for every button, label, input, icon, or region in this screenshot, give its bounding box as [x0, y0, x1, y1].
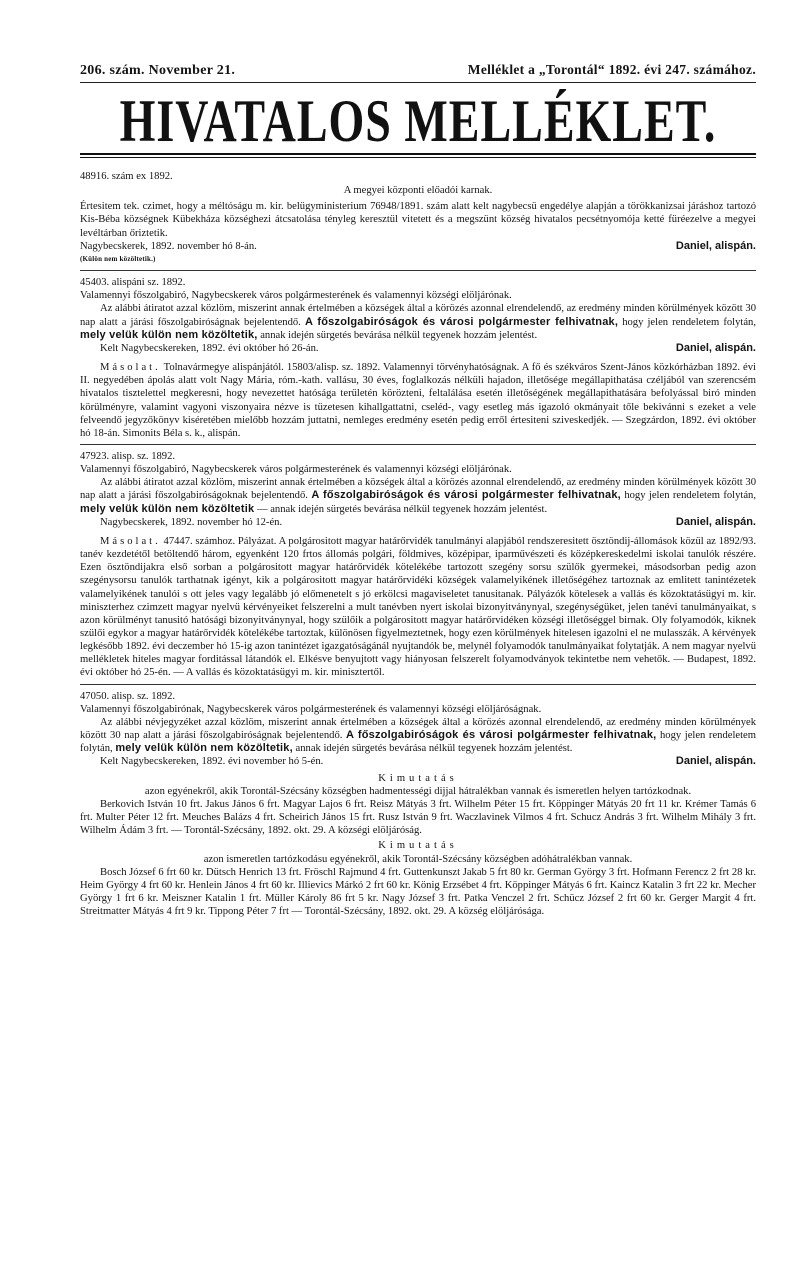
copy-body: [80, 535, 756, 680]
notice-ref: 48916. szám ex 1892.: [80, 171, 173, 182]
notice-date: Kelt Nagybecskereken, 1892. évi október hó 26-án.: [100, 342, 319, 354]
list-body: Bosch József 6 frt 60 kr. Dütsch Henrich 13 frt. Fröschl Rajmund 4 frt. Guttenkunszt Jakab 5 frt 80 kr. German György 3 frt. Hofmann Ferencz 2 frt 28 kr. Heim György 4 frt 60 kr. Henlein János 4 frt 60 kr. Illievics Márkó 2 frt 60 kr. König Erzsébet 4 frt. Köppinger Mátyás 6 frt. Kaincz Katalin 3 frt 22 kr. Mecher György 1 frt 6 kr. Meiszner Katalin 1 frt. Müller Károly 86 frt 5 kr. Nagy József 3 frt. Patka Venczel 2 frt. Schücz József 2 frt 60 kr. Gerger Margit 4 frt. Streitmatter Mátyás 4 frt 9 kr. Tippong Péter 7 frt — Torontál-Szécsány, 1892. okt. 29. A község elöljárósága.: [80, 866, 756, 918]
notice-signer: Daniel, alispán.: [675, 239, 756, 252]
body-text: annak idején sürgetés bevárása nélkül tegyenek hozzám jelentést.: [292, 743, 573, 755]
notice-47050: [80, 690, 756, 919]
notice-ref: 45403. alispáni sz. 1892.: [80, 277, 186, 289]
body-text: annak idején sürgetés bevárása nélkül tegyenek hozzám jelentést.: [257, 329, 538, 341]
notice-date: Nagybecskerek, 1892. november hó 12-én.: [100, 516, 283, 528]
notice-signer: Daniel, alispán.: [675, 515, 756, 528]
bold-text: mely velük külön nem közöltetik,: [80, 328, 258, 341]
notice-address: Valamennyi főszolgabiró, Nagybecskerek város polgármesterének és valamennyi községi elöljárónak.: [80, 290, 512, 302]
body-text: 47447. számhoz. Pályázat. A polgárositott magyar határőrvidék tanulmányi alapjából rendszeresitett ösztöndij-állomások közül az 1892/93. tanév kezdetétől betöltendő három, egyenként 120 frtos állomás polgári, földmives, középipar, iparművészeti és középkereskedelmi iskolai tanulók részére. Ezen ösztöndijakra első sorban a polgárositott magyar határőrvidék kötelékébe tartozott szegény sorsu szülők gyermekei, másodsorban pedig azon szegénysorsu tanulók tarthatnak igényt, kik a polgárositott magyar határőrvidéki községek valamelyikének illetőségéhez tartoznak az emlitett tanintézetek valamelyikének tanulói s ott jeles vagy legalább jó előmenetelt s jó erkölcsi magaviseletet tanusitanak. Pályázók kötelesek a vallás és közoktatásügyi m. kir. miniszterhez czimzett magyar nyelvü kérvényeiket felszerelni a mult tanévben nyert iskolai bizonyitványnyal, szegénységüket, jelen tanévi tanulmányaikat, s azon körülményt tanusitó hatósági bizonyitványnyal, hogy szülőik a polgárositott magyar határőrvidéken községi illetőséggel birnak. Oly folyamodók, kiknek szülői egykor a magyar határőrvidék kötelékébe tartoztak, különösen figyelmeztetnek, hogy ezen körülmények hitelesen igazolni el ne mulasszák. A kérvények legkésőbb 1892. évi deczember hó 15-ig azon tanintézet igazgatóságánál nyujtandók be, melynél folyamodók tanulmányaikat folytatják. A nem magyar nyelvü mellékletek hiteles magyar forditással látandók el. Elkésve benyujtott vagy hiányosan felszerelt folyamodványok tekintetbe nem vehetők. — Budapest, 1892. évi október hó 25-én. — A vallás és közoktatásügyi m. kir. minisztertől.: [80, 535, 756, 679]
page-header: [80, 62, 756, 80]
bold-text: mely velük külön nem közöltetik,: [115, 742, 293, 755]
copy-body: [80, 361, 756, 440]
body-text: Tolnavármegye alispánjától. 15803/alisp. sz. 1892. Valamennyi törvényhatóságnak. A fő és székváros Szent-János közkórházban 1892. évi II. negyedében ápolás alatt volt Nagy Mária, róm.-kath. vallásu, 30 éves, foglalkozás nélküli hajadon, illetősége megállapithatása czéljából van szerencsém hivatalos tisztelettel megkeresni, hogy nevezettet hatósága területén körözteni, feltalálása esetén illetőségének megállapithatására befolyással biró minden körülményre, valamint vagyoni viszonyaira nézve is tüzetesen kihallgattatni, cseléd-, vagy esetleg más igazoló okmányait tőle bekivánni s ezeket a vele felveendő jegyzőkönyv kiséretében mielőbb hozzám juttatni, nemleges eredmény esetén pedig erről értesiteni sziveskedjék. — Szegzárdon, 1892. évi október hó 18-án. Simonits Béla s. k., alispán.: [80, 362, 756, 439]
notice-dateline: [80, 755, 756, 768]
supplement-note: Melléklet a „Torontál“ 1892. évi 247. számához.: [467, 62, 756, 77]
notice-body: Értesitem tek. czimet, hogy a méltóságu m. kir. belügyministerium 76948/1891. szám alatt kelt nagybecsü engedélye alapján a törökkanizsai járáshoz tartozó Kis-Béba községnek Kübekháza községhezi átcsatolása tényleg keresztül vitetett és a megszünt község hivatalos pecsétnyomója ketté füréezelve a megyei levéltárban őriztetik.: [80, 201, 756, 239]
header-rule: [80, 82, 756, 83]
notice-date: Nagybecskerek, 1892. november hó 8-án.: [80, 240, 257, 252]
notice-dateline: [80, 240, 756, 253]
list-body: Berkovich István 10 frt. Jakus János 6 frt. Magyar Lajos 6 frt. Reisz Mátyás 3 frt. Wilhelm Péter 15 frt. Köppinger Mátyás 20 frt 11 kr. Krémer Tamás 6 frt. Multer Péter 12 frt. Meuches Balázs 4 frt. Scheirich János 15 frt. Rusz István 9 frt. Waczlavinek Vilmos 4 frt. Schucz András 3 frt. Wilhelm Mihály 3 frt. Wilhelm Ádám 3 frt. — Torontál-Szécsány, 1892. okt. 29. A községi elöljáróság.: [80, 798, 756, 837]
notice-note: (Külön nem közöltetik.): [80, 254, 156, 263]
bold-text: A főszolgabiróságok és városi polgármester felhivatnak,: [345, 729, 657, 742]
list-subtitle: azon ismeretlen tartózkodásu egyénekről, akik Torontál-Szécsány községben adóhátralékban vannak.: [203, 853, 633, 865]
bold-text: A főszolgabiróságok és városi polgármester felhivatnak,: [311, 489, 621, 502]
body-text: Az alábbi átiratot azzal közlöm, miszerint annak értelmében a községek által a körözés azonnal elrendelendő, az eredmény minden körülmények között 30 nap alatt a járási főszolgabiróságoknak bejelentendő.: [80, 477, 756, 502]
notice-address: Valamennyi főszolgabiró, Nagybecskerek város polgármesterének és valamennyi községi elöljárónak.: [80, 464, 512, 476]
section-divider: [80, 684, 756, 685]
body-text: hogy jelen rendeletem folytán,: [618, 316, 756, 328]
body-text: — annak idején sürgetés bevárása nélkül tegyenek hozzám jelentést.: [254, 503, 548, 515]
notice-dateline: [80, 516, 756, 529]
notice-ref: 47923. alisp. sz. 1892.: [80, 450, 176, 462]
body-text: Az alábbi névjegyzéket azzal közlöm, miszerint annak értelmében a községek által a körözés azonnal elrendelendő, az eredmény minden körülmények között 30 nap alatt a járási főszolgabiróságnak bejelentendő.: [80, 716, 756, 742]
notice-45403: [80, 276, 756, 440]
body-text: hogy jelen rendeletem folytán,: [620, 490, 756, 502]
list-title: Kimutatás: [378, 772, 458, 784]
copy-label: Másolat.: [100, 535, 161, 547]
body-text: hogy jelen rendeletem folytán,: [80, 730, 756, 755]
notice-body: [80, 302, 756, 341]
notice-address: Valamennyi főszolgabirónak, Nagybecskerek város polgármesterének és valamennyi községi elöljáróságnak.: [80, 703, 542, 715]
section-divider: [80, 270, 756, 271]
notice-body: [80, 716, 756, 755]
bold-text: mely velük külön nem közöltetik: [80, 502, 255, 515]
notice-dateline: [80, 342, 756, 355]
masthead-title: HIVATALOS MELLÉKLET.: [119, 87, 717, 155]
notice-47923: [80, 450, 756, 680]
notice-date: Kelt Nagybecskereken, 1892. évi november hó 5-én.: [100, 756, 324, 768]
notice-title: A megyei központi előadói karnak.: [343, 185, 493, 197]
issue-number: 206. szám. November 21.: [80, 63, 236, 78]
notice-signer: Daniel, alispán.: [675, 755, 756, 768]
notice-body: [80, 476, 756, 515]
bold-text: A főszolgabiróságok és városi polgármester felhivatnak,: [304, 315, 619, 328]
notice-signer: Daniel, alispán.: [675, 341, 756, 354]
list-title: Kimutatás: [378, 840, 458, 852]
body-text: Az alábbi átiratot azzal közlöm, miszerint annak értelmében a községek által a körözés azonnal elrendelendő, az eredmény minden körülmények között 30 nap alatt a járási főszolgabiróságnak bejelentendő.: [80, 303, 756, 328]
section-divider: [80, 444, 756, 445]
notice-48916: [80, 170, 756, 266]
copy-label: Másolat.: [100, 362, 161, 374]
list-subtitle: azon egyénekről, akik Torontál-Szécsány községben hadmentességi dijjal hátralékban vannak és ismeretlen helyen tartózkodnak.: [144, 785, 692, 797]
notice-ref: 47050. alisp. sz. 1892.: [80, 690, 176, 702]
